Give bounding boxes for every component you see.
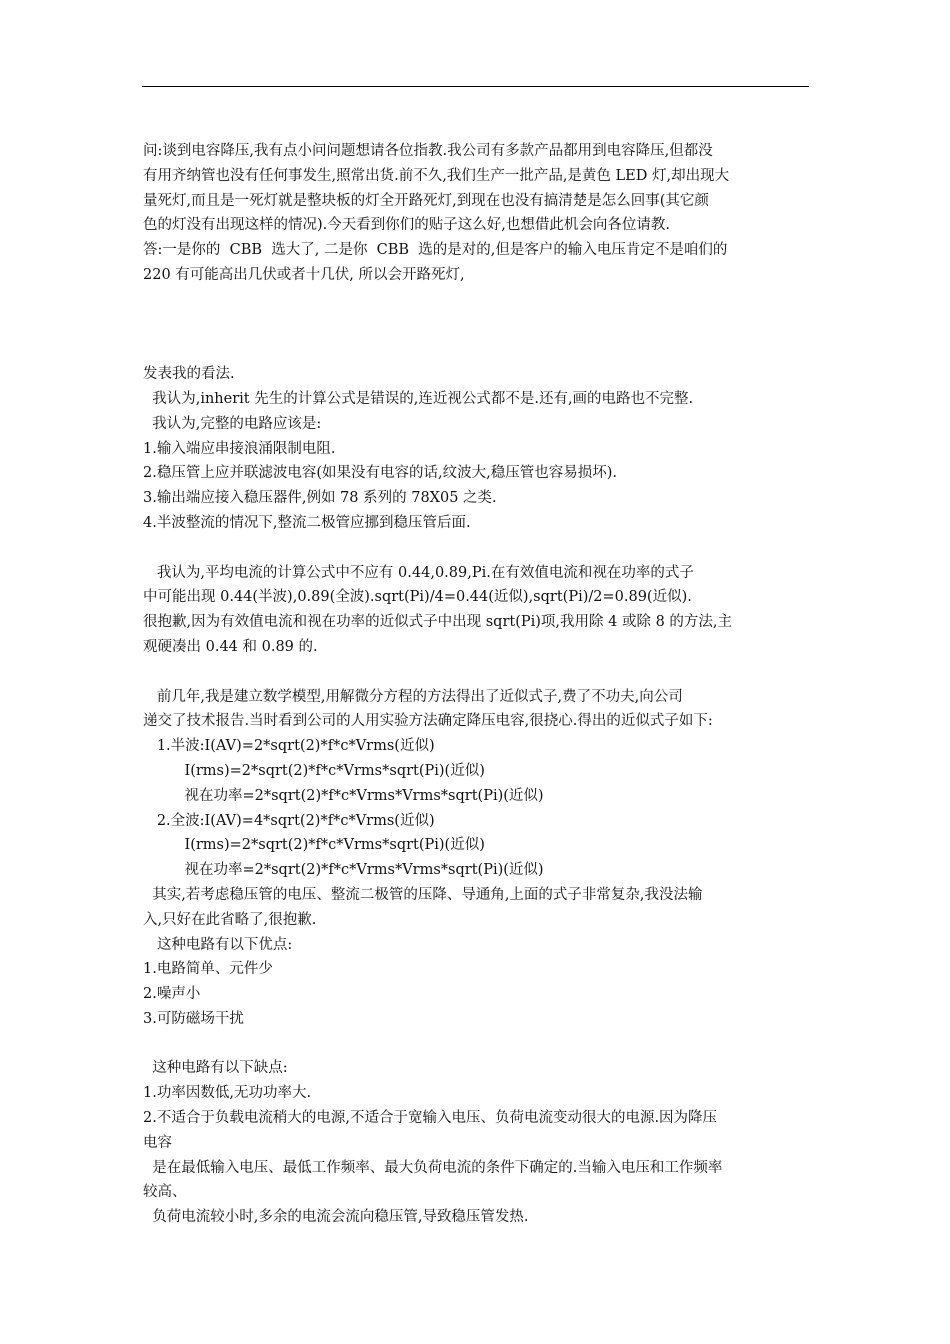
opinion-section xyxy=(143,362,811,536)
answer-paragraph xyxy=(143,238,811,288)
disadvantages-heading: 这种电路有以下缺点: xyxy=(143,1060,288,1077)
model-line: 前几年,我是建立数学模型,用解微分方程的方法得出了近似式子,费了不功夫,向公司 xyxy=(143,688,683,705)
current-line: 中可能出现 0.44(半波),0.89(全波).sqrt(Pi)/4=0.44(近似),sqrt(Pi)/2=0.89(近似). xyxy=(143,589,692,606)
disadvantage-line: 是在最低输入电压、最低工作频率、最大负荷电流的条件下确定的.当输入电压和工作频率 xyxy=(143,1159,723,1176)
opinion-item: 1.输入端应串接浪涌限制电阻. xyxy=(143,440,336,457)
question-paragraph xyxy=(143,139,811,238)
advantage-item: 3.可防磁场干扰 xyxy=(143,1010,244,1027)
current-line: 很抱歉,因为有效值电流和视在功率的近似式子中出现 sqrt(Pi)项,我用除 4 或除 8 的方法,主 xyxy=(143,614,733,631)
model-note-line: 其实,若考虑稳压管的电压、整流二极管的压降、导通角,上面的式子非常复杂,我没法输 xyxy=(143,886,703,903)
disadvantage-line: 电容 xyxy=(143,1134,172,1151)
answer-line: 220 有可能高出几伏或者十几伏, 所以会开路死灯, xyxy=(143,266,465,283)
answer-line: 答:一是你的 CBB 选大了, 二是你 CBB 选的是对的,但是客户的输入电压肯定不是咱们的 xyxy=(143,242,728,259)
formula-line: 视在功率=2*sqrt(2)*f*c*Vrms*Vrms*sqrt(Pi)(近似) xyxy=(143,787,544,804)
disadvantage-line: 2.不适合于负载电流稍大的电源,不适合于宽输入电压、负荷电流变动很大的电源.因为降压 xyxy=(143,1110,718,1127)
question-line: 色的灯没有出现这样的情况).今天看到你们的贴子这么好,也想借此机会向各位请教. xyxy=(143,217,670,234)
model-section xyxy=(143,685,811,933)
formula-line: I(rms)=2*sqrt(2)*f*c*Vrms*sqrt(Pi)(近似) xyxy=(143,762,485,779)
formula-line: 1.半波:I(AV)=2*sqrt(2)*f*c*Vrms(近似) xyxy=(143,738,435,755)
formula-line: 2.全波:I(AV)=4*sqrt(2)*f*c*Vrms(近似) xyxy=(143,812,435,829)
question-line: 有用齐纳管也没有任何事发生,照常出货.前不久,我们生产一批产品,是黄色 LED 灯,却出现大 xyxy=(143,167,730,184)
model-line: 递交了技术报告.当时看到公司的人用实验方法确定降压电容,很挠心.得出的近似式子如下: xyxy=(143,713,713,730)
current-line: 观硬凑出 0.44 和 0.89 的. xyxy=(143,638,318,655)
current-line: 我认为,平均电流的计算公式中不应有 0.44,0.89,Pi.在有效值电流和视在功率的式子 xyxy=(143,564,694,581)
question-line: 量死灯,而且是一死灯就是整块板的灯全开路死灯,到现在也没有搞清楚是怎么回事(其它颜 xyxy=(143,192,709,209)
advantage-item: 1.电路简单、元件少 xyxy=(143,961,273,978)
disadvantages-section xyxy=(143,1056,811,1230)
opinion-intro: 我认为,inherit 先生的计算公式是错误的,连近视公式都不是.还有,画的电路也不完整. xyxy=(143,390,694,407)
disadvantage-line: 负荷电流较小时,多余的电流会流向稳压管,导致稳压管发热. xyxy=(143,1209,529,1226)
question-line: 问:谈到电容降压,我有点小问问题想请各位指教.我公司有多款产品都用到电容降压,但都没 xyxy=(143,143,713,159)
opinion-heading: 发表我的看法. xyxy=(143,366,235,383)
formula-line: 视在功率=2*sqrt(2)*f*c*Vrms*Vrms*sqrt(Pi)(近似) xyxy=(143,862,544,879)
advantage-item: 2.噪声小 xyxy=(143,986,201,1003)
model-note-line: 入,只好在此省略了,很抱歉. xyxy=(143,911,317,928)
disadvantage-line: 较高、 xyxy=(143,1184,187,1201)
disadvantage-line: 1.功率因数低,无功功率大. xyxy=(143,1085,312,1102)
header-rule xyxy=(142,86,809,87)
opinion-item: 2.稳压管上应并联滤波电容(如果没有电容的话,纹波大,稳压管也容易损坏). xyxy=(143,465,617,482)
document-body xyxy=(143,139,811,1230)
current-paragraph xyxy=(143,561,811,660)
opinion-item: 4.半波整流的情况下,整流二极管应挪到稳压管后面. xyxy=(143,514,471,531)
opinion-intro: 我认为,完整的电路应该是: xyxy=(143,415,322,432)
advantages-heading: 这种电路有以下优点: xyxy=(143,936,293,953)
advantages-section xyxy=(143,933,811,1032)
opinion-item: 3.输出端应接入稳压器件,例如 78 系列的 78X05 之类. xyxy=(143,490,497,507)
formula-line: I(rms)=2*sqrt(2)*f*c*Vrms*sqrt(Pi)(近似) xyxy=(143,837,485,854)
